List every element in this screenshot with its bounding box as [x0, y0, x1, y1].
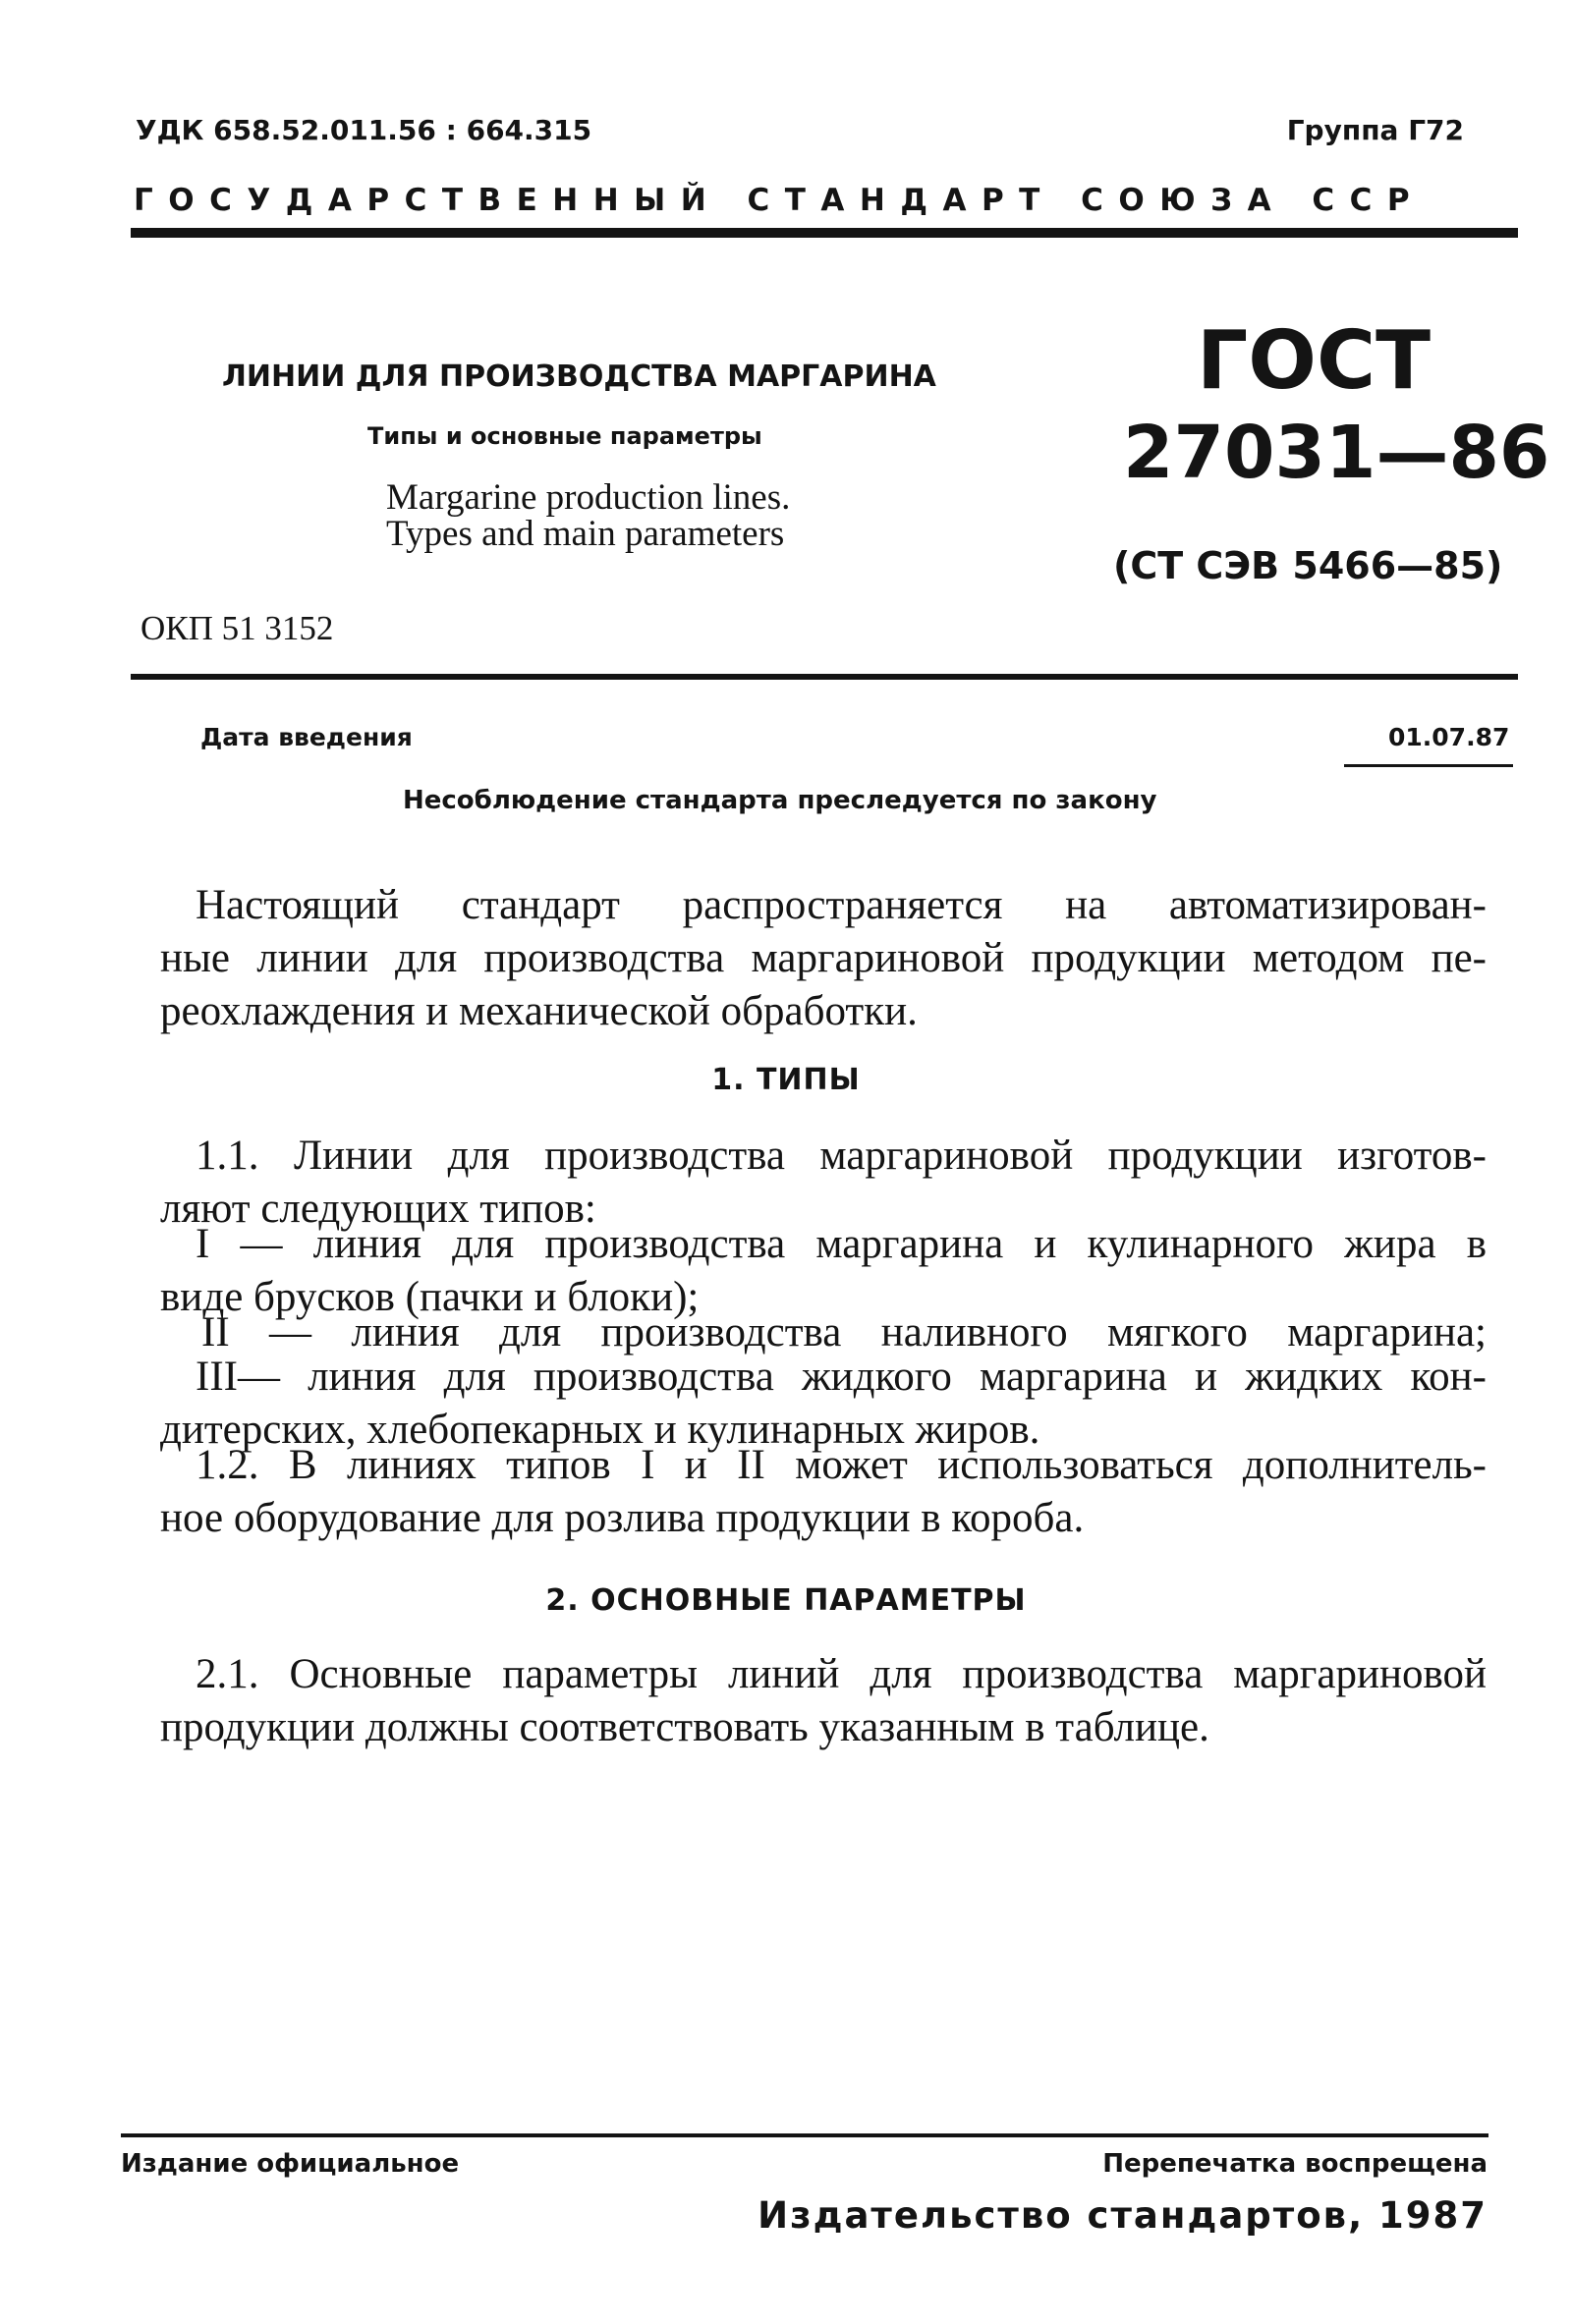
- text-line: 2.1. Основные параметры линий для производства маргариновой: [196, 1651, 1487, 1697]
- gost-label: ГОСТ: [1197, 314, 1432, 408]
- header-thick-rule: [131, 228, 1518, 238]
- text-line: дитерских, хлебопекарных и кулинарных жиров.: [160, 1407, 1040, 1453]
- text-line: Настоящий стандарт распространяется на автоматизирован-: [196, 882, 1487, 928]
- text-line: ляют следующих типов:: [160, 1186, 596, 1232]
- publisher: Издательство стандартов, 1987: [758, 2194, 1488, 2237]
- clause-1-2: [160, 1439, 1487, 1545]
- text-line: 1.1. Линии для производства маргариновой продукции изготов-: [196, 1133, 1487, 1179]
- text-line: виде брусков (пачки и блоки);: [160, 1274, 700, 1320]
- legal-warning: Несоблюдение стандарта преследуется по закону: [403, 786, 1157, 815]
- udk-code: УДК 658.52.011.56 : 664.315: [136, 114, 592, 146]
- date-value: 01.07.87: [1388, 723, 1510, 751]
- okp-code: ОКП 51 3152: [140, 609, 334, 647]
- footer-rule: [121, 2133, 1488, 2137]
- title-en-line1: Margarine production lines.: [386, 477, 791, 518]
- text-line: II — линия для производства наливного мягкого маргарина;: [201, 1309, 1487, 1356]
- text-line: ные линии для производства маргариновой продукции методом пе-: [160, 935, 1487, 981]
- reprint-notice: Перепечатка воспрещена: [1102, 2149, 1488, 2179]
- text-line: продукции должны соответствовать указанным в таблице.: [160, 1704, 1209, 1750]
- text-line: 1.2. В линиях типов I и II может использоваться дополнитель-: [196, 1442, 1487, 1488]
- text-line: ное оборудование для розлива продукции в короба.: [160, 1495, 1085, 1541]
- subtitle-ru: Типы и основные параметры: [367, 422, 762, 450]
- date-label: Дата введения: [200, 723, 413, 751]
- title-block-rule: [131, 674, 1518, 680]
- date-underline: [1344, 764, 1513, 767]
- gost-number: 27031—86: [1123, 411, 1550, 495]
- section-1-heading: 1. ТИПЫ: [711, 1063, 861, 1097]
- state-standard-banner: ГОСУДАРСТВЕННЫЙ СТАНДАРТ СОЮЗА ССР: [134, 183, 1426, 218]
- text-line: III— линия для производства жидкого маргарина и жидких кон-: [196, 1354, 1487, 1400]
- text-line: реохлаждения и механической обработки.: [160, 988, 918, 1034]
- title-en-line2: Types and main parameters: [386, 514, 785, 554]
- clause-2-1: [160, 1648, 1487, 1754]
- intro-paragraph: [160, 879, 1487, 1038]
- group-code: Группа Г72: [1286, 114, 1464, 146]
- st-sev-reference: (СТ СЭВ 5466—85): [1113, 544, 1503, 587]
- official-edition: Издание официальное: [121, 2149, 460, 2179]
- text-line: I — линия для производства маргарина и кулинарного жира в: [196, 1221, 1487, 1267]
- title-ru: ЛИНИИ ДЛЯ ПРОИЗВОДСТВА МАРГАРИНА: [222, 360, 936, 394]
- section-2-heading: 2. ОСНОВНЫЕ ПАРАМЕТРЫ: [545, 1583, 1027, 1618]
